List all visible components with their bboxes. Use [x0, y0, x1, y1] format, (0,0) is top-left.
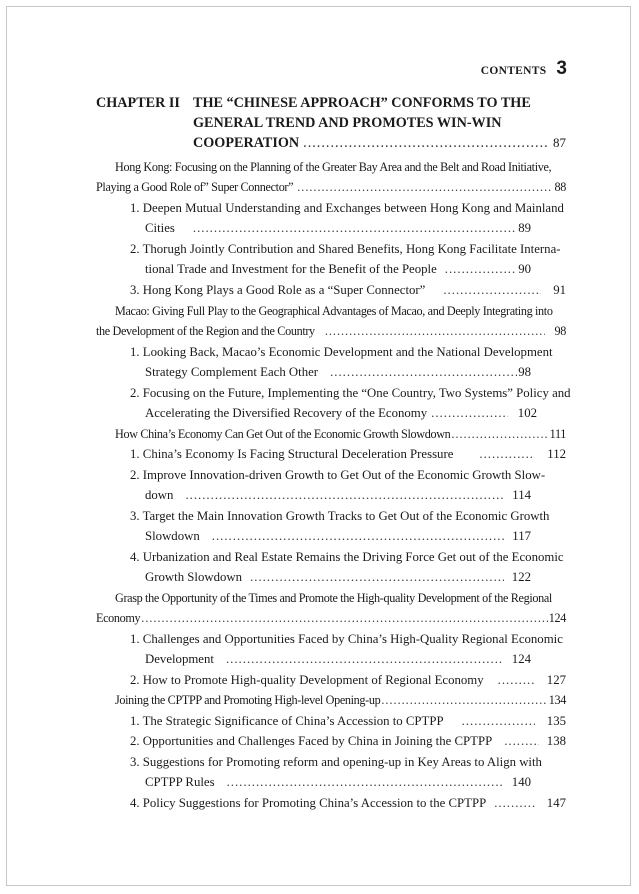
- toc-section-entry[interactable]: How China’s Economy Can Get Out of the Economic Growth Slowdown ..... 111: [115, 424, 566, 444]
- toc-item-continuation[interactable]: Growth Slowdown ..... 122: [145, 567, 531, 587]
- leader-dots: [445, 259, 517, 279]
- leader-dots: [193, 218, 517, 238]
- toc-entry-chapter[interactable]: [193, 133, 566, 153]
- leader-dots: [212, 526, 505, 546]
- toc-page-number: 138: [546, 734, 566, 748]
- toc-item[interactable]: 2. How to Promote High-quality Development of Regional Economy ..... 127: [130, 670, 566, 690]
- toc-item-continuation[interactable]: tional Trade and Investment for the Benefit of the People ..... 90: [145, 259, 531, 279]
- toc-item[interactable]: 4. Policy Suggestions for Promoting China’s Accession to the CPTPP ..... 147: [130, 793, 566, 813]
- leader-dots: [303, 133, 549, 153]
- toc-page-number: 111: [549, 427, 566, 441]
- toc-page-number: 91: [553, 283, 566, 297]
- page-number: 3: [556, 58, 567, 79]
- toc-page-number: 98: [554, 324, 566, 338]
- toc-item[interactable]: 3. Hong Kong Plays a Good Role as a “Super Connector” ..... 91: [130, 280, 566, 300]
- toc-section-entry[interactable]: Joining the CPTPP and Promoting High-level Opening-up ..... 134: [115, 690, 566, 710]
- chapter-label: CHAPTER II: [96, 95, 180, 111]
- toc-page-number: 124: [548, 611, 566, 625]
- toc-item[interactable]: 4. Urbanization and Real Estate Remains the Driving Force Get out of the Economic: [130, 550, 564, 564]
- leader-dots: [227, 772, 504, 792]
- toc-item-continuation[interactable]: Accelerating the Diversified Recovery of the Economy ..... 102: [145, 403, 537, 423]
- toc-page-number: 112: [547, 447, 566, 461]
- chapter-title: [193, 93, 566, 133]
- toc-item[interactable]: 3. Suggestions for Promoting reform and opening-up in Key Areas to Align with: [130, 755, 542, 769]
- toc-section-entry[interactable]: Playing a Good Role of” Super Connector” ..... 88: [96, 177, 566, 197]
- leader-dots: [325, 321, 545, 341]
- chapter-title-line: GENERAL TREND AND PROMOTES WIN-WIN: [193, 115, 502, 131]
- toc-item[interactable]: 2. Focusing on the Future, Implementing the “One Country, Two Systems” Policy and: [130, 386, 571, 400]
- toc-page-number: 135: [546, 714, 566, 728]
- toc-section-title[interactable]: Grasp the Opportunity of the Times and Promote the High-quality Development of the Regional: [115, 591, 552, 605]
- chapter-title-line: COOPERATION: [193, 135, 300, 151]
- leader-dots: [451, 424, 548, 444]
- toc-item[interactable]: 1. Deepen Mutual Understanding and Exchanges between Hong Kong and Mainland: [130, 201, 564, 215]
- toc-page-number: 117: [512, 529, 531, 543]
- leader-dots: [330, 362, 517, 382]
- leader-dots: [185, 485, 504, 505]
- toc-item-continuation[interactable]: Cities ..... 89: [145, 218, 531, 238]
- toc-page-number: 98: [518, 365, 531, 379]
- leader-dots: [250, 567, 504, 587]
- running-header: [481, 58, 567, 80]
- toc-item[interactable]: 1. The Strategic Significance of China’s Accession to CPTPP ..... 135: [130, 711, 566, 731]
- leader-dots: [431, 403, 508, 423]
- leader-dots: [381, 690, 547, 710]
- chapter-page-number: 87: [553, 135, 566, 150]
- toc-item[interactable]: 2. Thorugh Jointly Contribution and Shared Benefits, Hong Kong Facilitate Interna-: [130, 242, 561, 256]
- toc-section-title[interactable]: Hong Kong: Focusing on the Planning of the Greater Bay Area and the Belt and Road Initiative,: [115, 160, 552, 174]
- toc-section-entry[interactable]: the Development of the Region and the Country ..... 98: [96, 321, 566, 341]
- toc-item-continuation[interactable]: down ..... 114: [145, 485, 531, 505]
- leader-dots: [141, 608, 548, 628]
- toc-item-continuation[interactable]: Development ..... 124: [145, 649, 531, 669]
- toc-page-number: 89: [518, 221, 531, 235]
- toc-item[interactable]: 1. Challenges and Opportunities Faced by China’s High-Quality Regional Economic: [130, 632, 563, 646]
- toc-page-number: 114: [512, 488, 531, 502]
- chapter-title-line: THE “CHINESE APPROACH” CONFORMS TO THE: [193, 95, 531, 111]
- leader-dots: [297, 177, 550, 197]
- toc-page-number: 140: [511, 775, 531, 789]
- toc-page-number: 134: [548, 693, 566, 707]
- toc-page-number: 127: [546, 673, 566, 687]
- toc-item[interactable]: 3. Target the Main Innovation Growth Tracks to Get Out of the Economic Growth: [130, 509, 550, 523]
- toc-item[interactable]: 1. China’s Economy Is Facing Structural Deceleration Pressure ..... 112: [130, 444, 566, 464]
- toc-item[interactable]: 1. Looking Back, Macao’s Economic Development and the National Development: [130, 345, 553, 359]
- toc-section-title[interactable]: Macao: Giving Full Play to the Geographical Advantages of Macao, and Deeply Integrating into: [115, 304, 553, 318]
- leader-dots: [479, 444, 535, 464]
- toc-page-number: 102: [517, 406, 537, 420]
- leader-dots: [498, 670, 535, 690]
- toc-page-number: 124: [511, 652, 531, 666]
- leader-dots: [462, 711, 535, 731]
- toc-page-number: 90: [518, 262, 531, 276]
- toc-item-continuation[interactable]: Slowdown ..... 117: [145, 526, 531, 546]
- toc-item[interactable]: 2. Improve Innovation-driven Growth to Get Out of the Economic Growth Slow-: [130, 468, 546, 482]
- toc-item[interactable]: 2. Opportunities and Challenges Faced by China in Joining the CPTPP ..... 138: [130, 731, 566, 751]
- leader-dots: [226, 649, 504, 669]
- toc-section-entry[interactable]: Economy ..... 124: [96, 608, 566, 628]
- toc-page-number: 147: [546, 796, 566, 810]
- toc-page-number: 88: [554, 180, 566, 194]
- running-header-label: CONTENTS: [480, 65, 547, 77]
- leader-dots: [443, 280, 541, 300]
- leader-dots: [504, 731, 539, 751]
- toc-page-number: 122: [511, 570, 531, 584]
- toc-item-continuation[interactable]: CPTPP Rules ..... 140: [145, 772, 531, 792]
- toc-item-continuation[interactable]: Strategy Complement Each Other ..... 98: [145, 362, 531, 382]
- leader-dots: [494, 793, 537, 813]
